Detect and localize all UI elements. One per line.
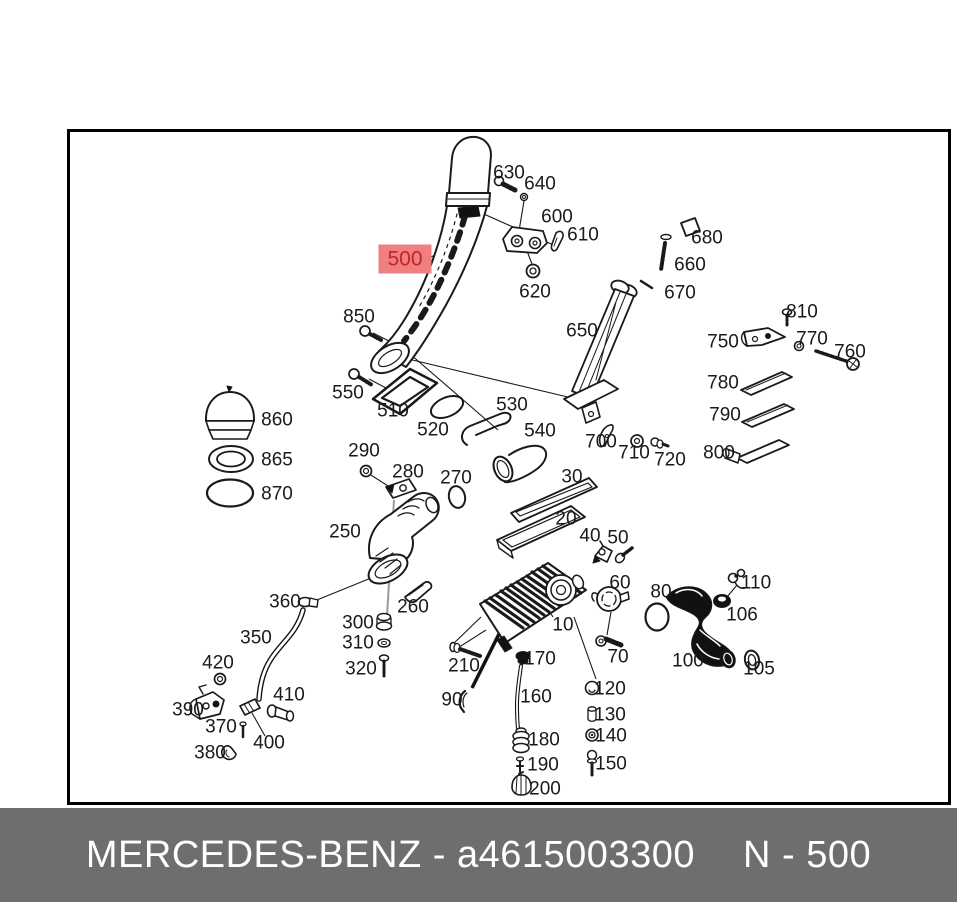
part-label-210: 210 bbox=[448, 655, 480, 677]
part-label-390: 390 bbox=[172, 699, 204, 721]
part-label-130: 130 bbox=[594, 704, 626, 726]
footer-diagram-code: N - 500 bbox=[742, 833, 872, 876]
part-label-780: 780 bbox=[707, 372, 739, 394]
part-label-790: 790 bbox=[709, 404, 741, 426]
part-label-660: 660 bbox=[674, 254, 706, 276]
part-label-360: 360 bbox=[269, 591, 301, 613]
part-label-270: 270 bbox=[440, 467, 472, 489]
part-label-400: 400 bbox=[253, 732, 285, 754]
part-label-170: 170 bbox=[524, 648, 556, 670]
part-label-800: 800 bbox=[703, 442, 735, 464]
part-label-50: 50 bbox=[607, 527, 629, 549]
part-label-280: 280 bbox=[392, 461, 424, 483]
part-label-160: 160 bbox=[520, 686, 552, 708]
part-label-190: 190 bbox=[527, 754, 559, 776]
part-label-630: 630 bbox=[493, 162, 525, 184]
part-label-70: 70 bbox=[607, 646, 629, 668]
part-label-710: 710 bbox=[618, 442, 650, 464]
footer-caption-bar bbox=[0, 808, 957, 902]
part-label-30: 30 bbox=[561, 466, 583, 488]
part-label-860: 860 bbox=[261, 409, 293, 431]
part-label-105: 105 bbox=[743, 658, 775, 680]
part-label-500: 500 bbox=[378, 245, 431, 274]
part-label-680: 680 bbox=[691, 227, 723, 249]
part-label-60: 60 bbox=[609, 572, 631, 594]
part-label-510: 510 bbox=[377, 400, 409, 422]
part-label-300: 300 bbox=[342, 612, 374, 634]
part-label-120: 120 bbox=[594, 678, 626, 700]
part-label-350: 350 bbox=[240, 627, 272, 649]
part-label-40: 40 bbox=[579, 525, 601, 547]
part-label-540: 540 bbox=[524, 420, 556, 442]
part-label-670: 670 bbox=[664, 282, 696, 304]
part-label-770: 770 bbox=[796, 328, 828, 350]
part-label-850: 850 bbox=[343, 306, 375, 328]
part-label-80: 80 bbox=[650, 581, 672, 603]
part-label-410: 410 bbox=[273, 684, 305, 706]
part-label-20: 20 bbox=[555, 508, 577, 530]
part-label-700: 700 bbox=[585, 431, 617, 453]
part-label-620: 620 bbox=[519, 281, 551, 303]
part-label-530: 530 bbox=[496, 394, 528, 416]
part-label-260: 260 bbox=[397, 596, 429, 618]
part-label-550: 550 bbox=[332, 382, 364, 404]
part-label-610: 610 bbox=[567, 224, 599, 246]
part-label-150: 150 bbox=[595, 753, 627, 775]
part-label-290: 290 bbox=[348, 440, 380, 462]
part-label-870: 870 bbox=[261, 483, 293, 505]
part-label-370: 370 bbox=[205, 716, 237, 738]
part-label-650: 650 bbox=[566, 320, 598, 342]
part-label-100: 100 bbox=[672, 650, 704, 672]
part-label-810: 810 bbox=[786, 301, 818, 323]
footer-brand-part-number: MERCEDES-BENZ - a4615003300 bbox=[85, 833, 695, 876]
part-label-180: 180 bbox=[528, 729, 560, 751]
part-label-720: 720 bbox=[654, 449, 686, 471]
part-label-600: 600 bbox=[541, 206, 573, 228]
part-label-90: 90 bbox=[441, 689, 463, 711]
part-label-200: 200 bbox=[529, 778, 561, 800]
part-label-865: 865 bbox=[261, 449, 293, 471]
part-label-140: 140 bbox=[595, 725, 627, 747]
part-label-320: 320 bbox=[345, 658, 377, 680]
part-label-310: 310 bbox=[342, 632, 374, 654]
part-label-380: 380 bbox=[194, 742, 226, 764]
part-label-750: 750 bbox=[707, 331, 739, 353]
part-label-106: 106 bbox=[726, 604, 758, 626]
part-label-420: 420 bbox=[202, 652, 234, 674]
part-label-250: 250 bbox=[329, 521, 361, 543]
part-label-110: 110 bbox=[740, 572, 772, 594]
part-label-760: 760 bbox=[834, 341, 866, 363]
part-label-10: 10 bbox=[552, 614, 574, 636]
part-label-640: 640 bbox=[524, 173, 556, 195]
part-label-520: 520 bbox=[417, 419, 449, 441]
